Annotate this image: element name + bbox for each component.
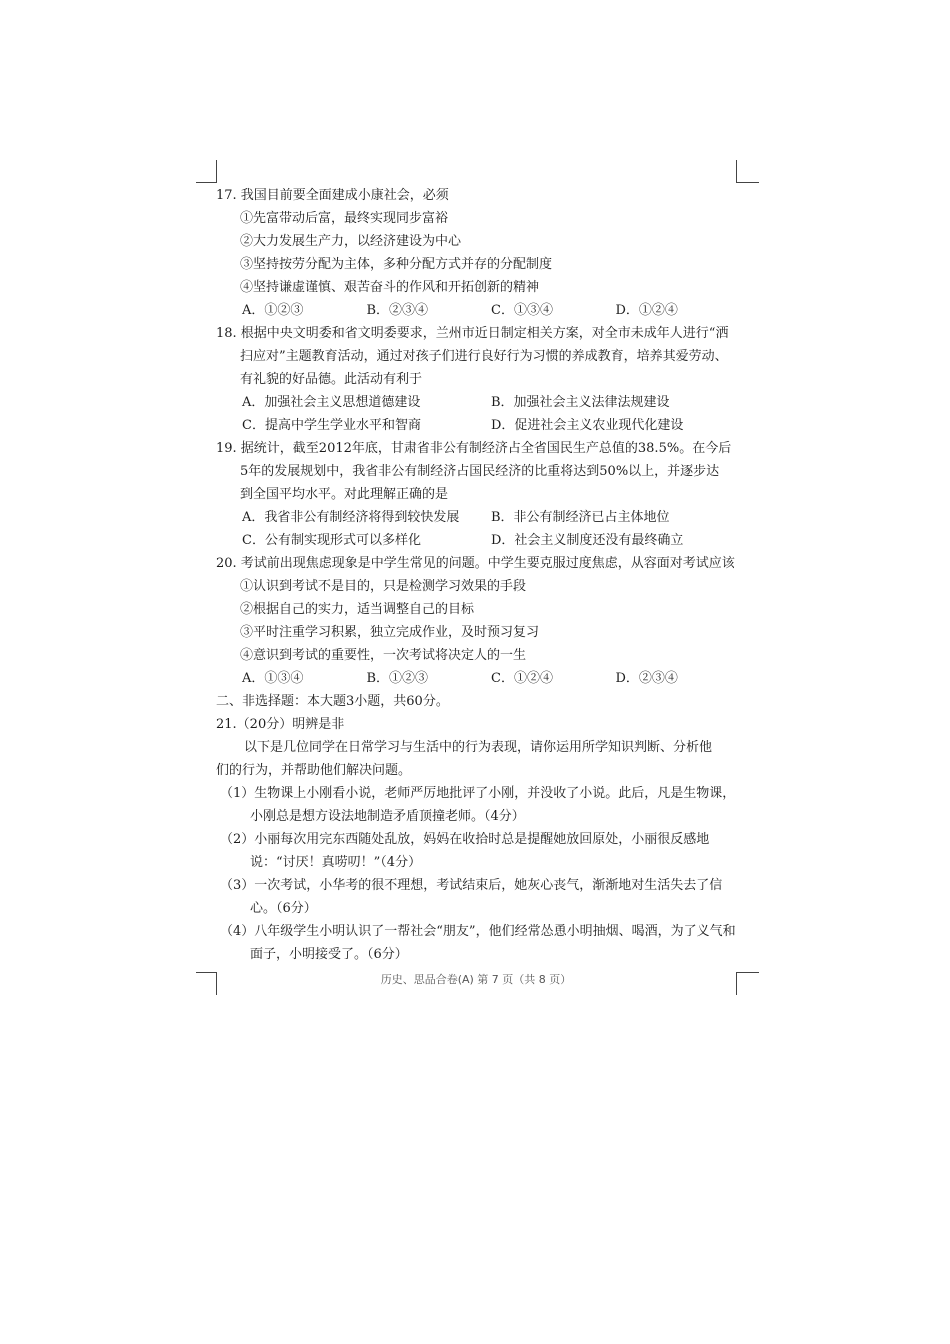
option-d: D．②③④	[615, 671, 678, 686]
crop-mark-top-right	[736, 160, 759, 183]
option-a: A．①②③	[242, 303, 304, 318]
question-18-stem-line: 18. 根据中央文明委和省文明委要求，兰州市近日制定相关方案，对全市未成年人进行“洒	[216, 326, 729, 341]
question-21-sub-3: （3）一次考试，小华考的很不理想，考试结束后，她灰心丧气，渐渐地对生活失去了信	[220, 878, 723, 893]
question-19-stem-line: 5年的发展规划中，我省非公有制经济占国民经济的比重将达到50%以上，并逐步达	[240, 464, 720, 479]
question-17-item: ②大力发展生产力，以经济建设为中心	[240, 234, 462, 249]
question-17-item: ④坚持谦虚谨慎、艰苦奋斗的作风和开拓创新的精神	[240, 280, 540, 295]
option-a: A．我省非公有制经济将得到较快发展	[242, 510, 460, 525]
question-19-options-row	[216, 529, 740, 552]
option-a: A．①③④	[242, 671, 304, 686]
question-17	[216, 184, 740, 322]
question-21-sub-2: （2）小丽每次用完东西随处乱放，妈妈在收拾时总是提醒她放回原处，小丽很反感地	[220, 832, 710, 847]
question-21-sub-2-cont: 说：“讨厌！真唠叨！”（4分）	[250, 855, 422, 870]
question-19-options-row	[216, 506, 740, 529]
question-18-stem-line: 扫应对”主题教育活动，通过对孩子们进行良好行为习惯的养成教育，培养其爱劳动、	[240, 349, 728, 364]
option-d: D．①②④	[615, 303, 678, 318]
question-21-sub-4: （4）八年级学生小明认识了一帮社会“朋友”，他们经常怂恿小明抽烟、喝酒，为了义气和	[220, 924, 736, 939]
crop-mark-bottom-left	[196, 972, 217, 995]
option-c: C．提高中学生学业水平和智商	[242, 418, 421, 433]
option-b: B．加强社会主义法律法规建设	[491, 395, 670, 410]
question-21-intro-line: 们的行为，并帮助他们解决问题。	[216, 763, 412, 778]
question-18	[216, 322, 740, 437]
question-17-stem: 17. 我国目前要全面建成小康社会，必须	[216, 188, 449, 203]
question-20-options	[216, 667, 740, 690]
question-21-sub-3-cont: 心。（6分）	[250, 901, 317, 916]
question-21-intro-line: 以下是几位同学在日常学习与生活中的行为表现，请你运用所学知识判断、分析他	[244, 740, 713, 755]
page-footer: 历史、思品合卷(A) 第 7 页（共 8 页）	[380, 973, 572, 986]
crop-mark-bottom-right	[736, 972, 759, 995]
question-21-title: 21.（20分）明辨是非	[216, 717, 345, 732]
question-17-item: ①先富带动后富，最终实现同步富裕	[240, 211, 449, 226]
question-21-sub-4-cont: 面子，小明接受了。（6分）	[250, 947, 408, 962]
question-20-item: ①认识到考试不是目的，只是检测学习效果的手段	[240, 579, 527, 594]
question-18-options-row	[216, 414, 740, 437]
question-20-item: ④意识到考试的重要性，一次考试将决定人的一生	[240, 648, 527, 663]
page-content	[216, 184, 740, 966]
question-20-item: ②根据自己的实力，适当调整自己的目标	[240, 602, 475, 617]
option-d: D．促进社会主义农业现代化建设	[491, 418, 684, 433]
crop-mark-top-left	[196, 160, 217, 183]
question-20-item: ③平时注重学习积累，独立完成作业，及时预习复习	[240, 625, 540, 640]
question-19-stem-line: 到全国平均水平。对此理解正确的是	[240, 487, 449, 502]
option-b: B．①②③	[366, 671, 429, 686]
question-19-stem-line: 19. 据统计，截至2012年底，甘肃省非公有制经济占全省国民生产总值的38.5%。在今后	[216, 441, 732, 456]
question-19	[216, 437, 740, 552]
option-c: C．①③④	[491, 303, 553, 318]
question-18-stem-line: 有礼貌的好品德。此活动有利于	[240, 372, 423, 387]
option-d: D．社会主义制度还没有最终确立	[491, 533, 684, 548]
question-20-stem: 20. 考试前出现焦虑现象是中学生常见的问题。中学生要克服过度焦虑，从容面对考试应该	[216, 556, 735, 571]
question-17-item: ③坚持按劳分配为主体，多种分配方式并存的分配制度	[240, 257, 553, 272]
option-b: B．非公有制经济已占主体地位	[491, 510, 670, 525]
question-18-options-row	[216, 391, 740, 414]
question-21	[216, 713, 740, 966]
question-21-sub-1-cont: 小刚总是想方设法地制造矛盾顶撞老师。（4分）	[250, 809, 525, 824]
option-a: A．加强社会主义思想道德建设	[242, 395, 421, 410]
question-21-sub-1: （1）生物课上小刚看小说，老师严厉地批评了小刚，并没收了小说。此后，凡是生物课，	[220, 786, 736, 801]
option-b: B．②③④	[366, 303, 429, 318]
section-heading: 二、非选择题：本大题3小题，共60分。	[216, 694, 449, 709]
option-c: C．①②④	[491, 671, 553, 686]
option-c: C．公有制实现形式可以多样化	[242, 533, 421, 548]
question-20	[216, 552, 740, 690]
question-17-options	[216, 299, 740, 322]
